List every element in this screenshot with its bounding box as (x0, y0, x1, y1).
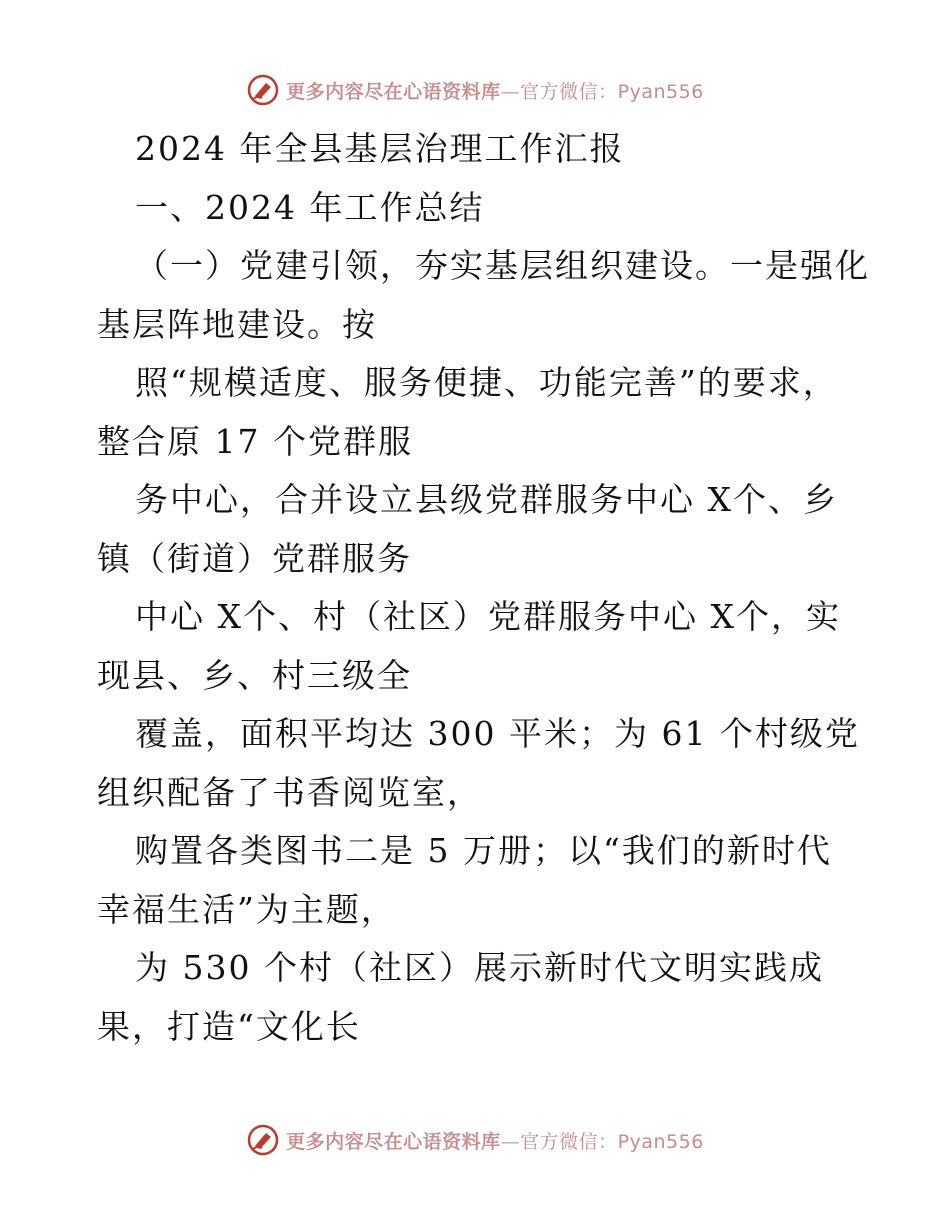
watermark-contact: 官方微信：Pyan556 (520, 80, 704, 103)
text-line: 2024 年全县基层治理工作汇报 (135, 129, 625, 168)
text-line: 为 530 个村（社区）展示新时代文明实践成 (135, 948, 824, 987)
watermark-brand: 更多内容尽在心语资料库 (286, 1130, 501, 1153)
text-line: 镇（街道）党群服务 (97, 538, 412, 578)
text-line: 现县、乡、村三级全 (97, 655, 412, 695)
text-line: 幸福生活”为主题， (97, 889, 396, 929)
watermark-brand: 更多内容尽在心语资料库 (286, 80, 501, 103)
watermark-logo-icon (246, 73, 280, 107)
text-line: 照“规模适度、服务便捷、功能完善”的要求， (135, 363, 838, 402)
document-body (97, 120, 870, 1056)
watermark-separator: — (500, 1130, 521, 1153)
text-line: 覆盖，面积平均达 300 平米；为 61 个村级党 (135, 714, 860, 753)
text-line: 整合原 17 个党群服 (97, 421, 413, 461)
watermark-logo-icon (246, 1123, 280, 1157)
text-line: 果，打造“文化长 (97, 1006, 361, 1046)
text-line: 组织配备了书香阅览室， (97, 772, 482, 812)
text-line: 中心 X个、村（社区）党群服务中心 X个，实 (135, 597, 841, 636)
watermark-separator: — (500, 80, 521, 103)
watermark-contact: 官方微信：Pyan556 (520, 1130, 704, 1153)
text-line: （一）党建引领，夯实基层组织建设。一是强化 (135, 246, 870, 285)
watermark-header (0, 70, 950, 110)
text-line: 务中心，合并设立县级党群服务中心 X个、乡 (135, 480, 838, 519)
text-line: 一、2024 年工作总结 (135, 187, 485, 227)
text-line: 购置各类图书二是 5 万册；以“我们的新时代 (135, 831, 832, 870)
text-line: 基层阵地建设。按 (97, 304, 377, 344)
watermark-footer (0, 1120, 950, 1160)
